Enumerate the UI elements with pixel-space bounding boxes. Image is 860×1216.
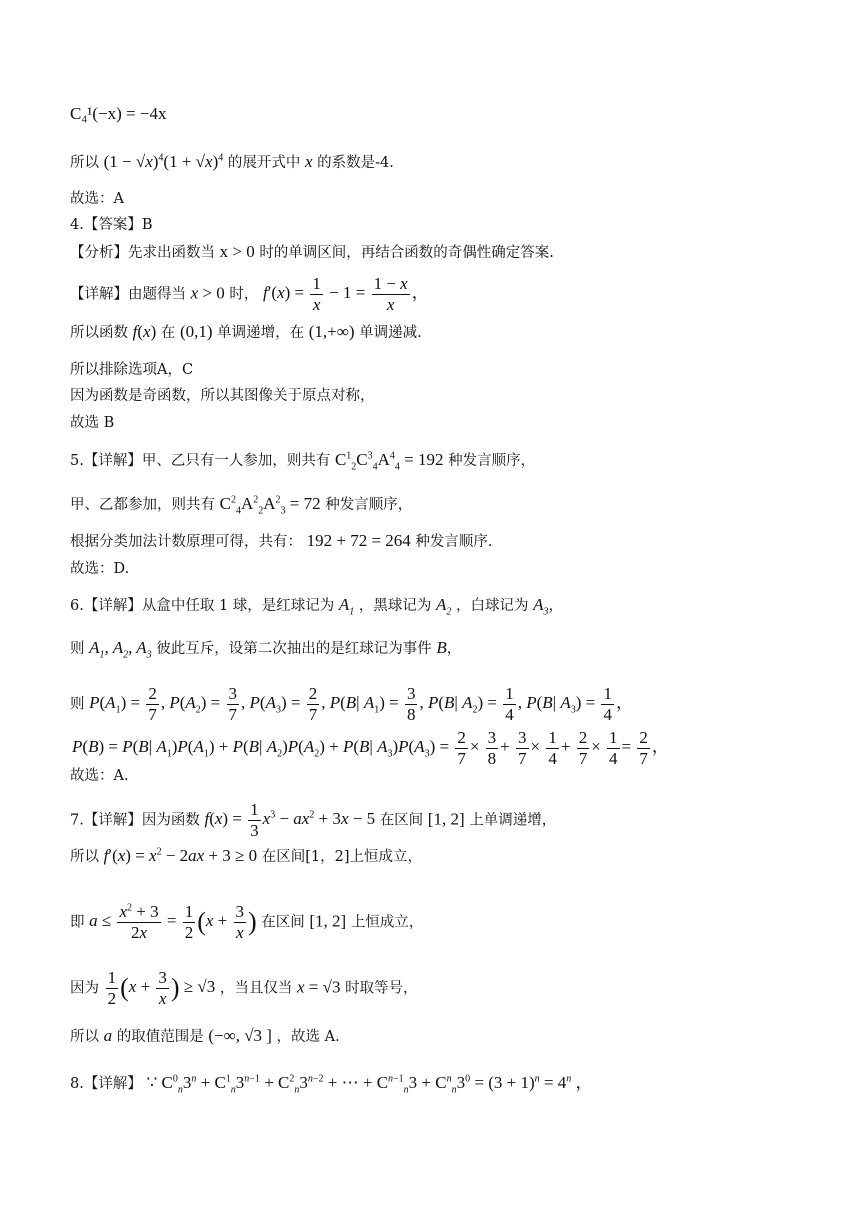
text-line: 则 $A_1$, $A_2$, $A_3$ 彼此互斥，设第二次抽出的是红球记为事件 B，	[70, 638, 462, 661]
text-segment: 上恒成立，	[350, 914, 424, 931]
formula-inline: a ≤ $\frac{x^2 + 3}{2x}$ = $\frac{1}{2}$ (x + $\frac{3}{x}$ )	[89, 902, 257, 942]
text-segment: 故选：A	[70, 191, 124, 207]
text-segment: 的展开式中	[227, 155, 301, 171]
text-segment: 所以函数	[70, 325, 128, 341]
text-segment: 【详解】由题得当	[70, 286, 186, 303]
text-line	[70, 322, 830, 343]
text-segment: 故选：D.	[70, 561, 130, 577]
text-line	[70, 215, 830, 235]
text-segment: 所以	[70, 1029, 99, 1045]
formula-inline: a	[103, 1026, 113, 1045]
text-line	[70, 152, 830, 173]
formula-inline: $A_1$	[338, 595, 355, 618]
text-segment: 上单调递增，	[469, 812, 557, 829]
text-line	[70, 684, 830, 725]
text-segment: 所以排除选项A，C	[70, 362, 194, 378]
formula-inline: (1,+∞)	[308, 322, 355, 341]
formula-inline: $A_1$, $A_2$, $A_3$	[89, 638, 152, 661]
formula-line	[70, 104, 830, 124]
formula-inline: $\frac{1}{2}$ (x + $\frac{3}{x}$ ) ≥ √3	[107, 968, 216, 1008]
text-segment: 单调递减.	[359, 325, 422, 341]
text-line	[70, 189, 830, 209]
text-segment: 所以	[70, 849, 99, 865]
text-line	[70, 531, 830, 552]
formula-inline: $f'(x) = x^2 - 2ax + 3 \ge 0$	[103, 846, 258, 865]
text-segment: 种发言顺序.	[415, 534, 493, 550]
text-segment: 单调递增，在	[217, 325, 305, 341]
answer-heading: 4.【答案】B	[70, 217, 153, 233]
text-line	[70, 1073, 830, 1094]
text-segment: 则	[70, 641, 85, 657]
formula-inline: x = √3	[296, 977, 341, 997]
text-line	[70, 766, 830, 786]
text-segment: 6.【详解】从盒中任取 1 球，是红球记为	[70, 598, 335, 614]
text-segment: ，白球记为	[456, 598, 529, 614]
formula-inline: $(1 - √x)^4(1 + √x)^4$	[103, 152, 224, 171]
text-segment: 的系数是-4.	[317, 155, 394, 171]
text-line	[70, 800, 830, 841]
formula-inline: $A_3$	[533, 595, 549, 618]
text-segment: 甲、乙都参加，则共有	[70, 497, 215, 513]
text-line: 6.【详解】从盒中任取 1 球，是红球记为 $A_1$ ，黑球记为 $A_2$ ，白球记为 $A_3$，	[70, 595, 563, 618]
text-segment: 故选：A.	[70, 768, 129, 784]
text-line	[70, 274, 830, 315]
text-line	[70, 386, 830, 406]
formula-inline: (−∞, √3 ]	[208, 1026, 272, 1045]
formula-inline: f(x) = $\frac{1}{3}$ $x^3 - ax^2 + 3x - 5$	[204, 800, 376, 840]
text-line	[70, 968, 830, 1009]
formula-inline: x > 0	[219, 242, 255, 261]
formula-inline: f′(x) = $\frac{1}{x}$ − 1 = $\frac{1 - x}{x}$ ，	[262, 274, 429, 314]
text-segment: 7.【详解】因为函数	[70, 812, 200, 829]
text-line	[70, 1026, 830, 1047]
formula-inline: $A_2$	[436, 595, 452, 618]
formula-inline: [1, 2]	[309, 911, 347, 931]
text-segment: 因为函数是奇函数，所以其图像关于原点对称，	[70, 388, 375, 404]
formula-inline: 192 + 72 = 264	[306, 531, 411, 550]
text-segment: 种发言顺序，	[325, 497, 413, 513]
formula-inline: P(B) = P(B| $A_1)P(A_1) + P(B|$ $A_2)P(A_2) + P(B|$ $A_3)P(A_3)$ = $\frac{2}{7}$ × $\frac{3}{8}$ + $\frac{3}{7}$ × $\frac{1}{4}$ + $\frac{2}{7}$ × $\frac{1}{4}$ = $\frac{2}{7}$ ，	[72, 728, 669, 768]
text-segment: 所以	[70, 155, 99, 171]
text-segment: 因为	[70, 980, 99, 997]
text-line	[70, 450, 830, 471]
formula-inline: x	[304, 152, 313, 171]
text-segment: 5.【详解】甲、乙只有一人参加，则共有	[70, 453, 331, 469]
text-segment: 时的单调区间，再结合函数的奇偶性确定答案.	[259, 245, 554, 261]
text-segment: 即	[70, 914, 85, 931]
text-line	[70, 846, 830, 867]
text-line	[70, 559, 830, 579]
formula-inline: (0,1)	[179, 322, 213, 341]
text-line	[70, 902, 830, 943]
text-line	[70, 494, 830, 515]
text-segment: 时，	[229, 286, 259, 303]
formula-line	[72, 728, 830, 769]
text-line	[70, 360, 830, 380]
text-segment: ，当且仅当	[219, 980, 293, 997]
text-segment: ，黑球记为	[358, 598, 432, 614]
text-segment: 故选 B	[70, 415, 115, 431]
text-segment: 根据分类加法计数原理可得，共有：	[70, 534, 302, 550]
text-segment: 在区间	[261, 914, 305, 931]
text-segment: 【分析】先求出函数当	[70, 245, 215, 261]
text-line	[70, 242, 830, 263]
formula-inline: B	[436, 638, 447, 657]
formula-inline: $P(A_1)$ = $\frac{2}{7}$ , $P(A_2)$ = $\frac{3}{7}$ , $P(A_3)$ = $\frac{2}{7}$ , P(B| $A_1$) = $\frac{3}{8}$ , P(B| $A_2$) = $\frac{1}{4}$ , P(B| $A_3$) = $\frac{1}{4}$ ，	[89, 684, 633, 724]
text-segment: 在	[160, 325, 176, 341]
text-segment: 则	[70, 696, 85, 713]
text-line	[70, 413, 830, 433]
formula-inline: f(x)	[132, 322, 157, 341]
text-segment: 彼此互斥，设第二次抽出的是红球记为事件	[156, 641, 432, 657]
text-segment: 的取值范围是	[116, 1029, 204, 1045]
text-segment: ，故选 A.	[276, 1029, 340, 1045]
text-segment: 在区间[1，2]上恒成立，	[261, 849, 423, 865]
formula-inline: ∵ $C^0_n3^n + C^1_n3^{n-1} + C^2_n3^{n-2}$ + ⋯ + $C^{n-1}_n3 + C^n_n3^0 = (3 + 1)^n = 4^n$ ，	[146, 1073, 593, 1096]
formula-inline: $C^1_2C^3_4A^4_4 = 192$	[334, 450, 444, 473]
text-segment: 8.【详解】	[70, 1076, 142, 1092]
formula-text: C₄¹(−x) = −4x	[70, 104, 167, 123]
text-segment: 种发言顺序，	[448, 453, 536, 469]
formula-inline: $C^2_4A^2_2A^2_3 = 72$	[219, 494, 321, 517]
text-segment: 时取等号，	[345, 980, 418, 997]
text-segment: 在区间	[379, 812, 424, 829]
formula-inline: x > 0	[190, 283, 225, 303]
formula-inline: [1, 2]	[427, 809, 465, 829]
